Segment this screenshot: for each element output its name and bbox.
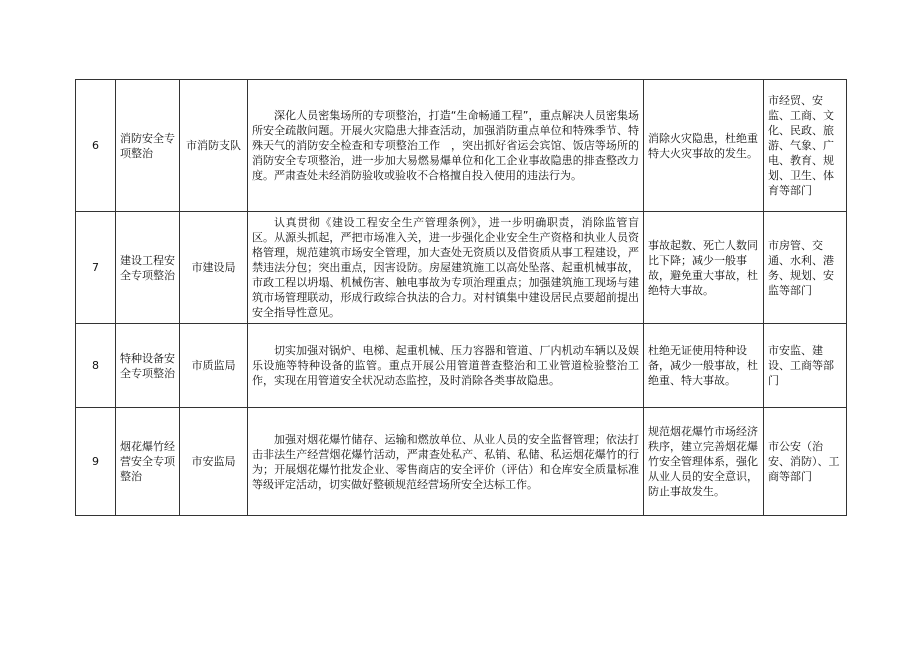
row-number: 7: [76, 212, 116, 324]
table-row: [76, 212, 847, 324]
lead-unit: 市质监局: [180, 324, 248, 408]
task-content: 深化人员密集场所的专项整治，打造“生命畅通工程”，重点解决人员密集场所安全疏散问题。开展火灾隐患大排查活动，加强消防重点单位和特殊季节、特殊天气的消防安全检查和专项整治工作 ，突出抓好省运会宾馆、饭店等场所的消防安全专项整治，进一步加大易燃易爆单位和化工企业事故隐患的排查整改力度。严肃查处未经消防验收或验收不合格擅自投入使用的违法行为。: [248, 80, 644, 212]
task-name: 消防安全专项整治: [116, 80, 180, 212]
task-name: 特种设备安全专项整治: [116, 324, 180, 408]
row-number: 6: [76, 80, 116, 212]
task-goal: 规范烟花爆竹市场经济秩序，建立完善烟花爆竹安全管理体系，强化从业人员的安全意识，防止事故发生。: [644, 408, 764, 516]
cooperating-departments: 市安监、建设、工商等部门: [764, 324, 847, 408]
lead-unit: 市消防支队: [180, 80, 248, 212]
task-content: 加强对烟花爆竹储存、运输和燃放单位、从业人员的安全监督管理；依法打击非法生产经营烟花爆竹活动，严肃查处私产、私销、私储、私运烟花爆竹的行为；开展烟花爆竹批发企业、零售商店的安全评价（评估）和仓库安全质量标准等级评定活动，切实做好整顿规范经营场所安全达标工作。: [248, 408, 644, 516]
row-number: 9: [76, 408, 116, 516]
table-row: [76, 80, 847, 212]
task-content: 认真贯彻《建设工程安全生产管理条例》，进一步明确职责，消除监管盲区。从源头抓起，严把市场准入关，进一步强化企业安全生产资格和执业人员资格管理，规范建筑市场安全管理，加大查处无资质以及借资质从事工程建设，严禁违法分包；突出重点，因害设防。房屋建筑施工以高处坠落、起重机械事故，市政工程以坍塌、机械伤害、触电事故为专项治理重点；加强建筑施工现场与建筑市场管理联动，形成行政综合执法的合力。对村镇集中建设居民点要超前提出安全指导性意见。: [248, 212, 644, 324]
lead-unit: 市建设局: [180, 212, 248, 324]
task-goal: 事故起数、死亡人数同比下降；减少一般事故，避免重大事故，杜绝特大事故。: [644, 212, 764, 324]
table-row: [76, 408, 847, 516]
rectification-table: [75, 79, 847, 516]
table-row: [76, 324, 847, 408]
cooperating-departments: 市公安（治安、消防）、工商等部门: [764, 408, 847, 516]
task-goal: 消除火灾隐患，杜绝重特大火灾事故的发生。: [644, 80, 764, 212]
lead-unit: 市安监局: [180, 408, 248, 516]
cooperating-departments: 市经贸、安监、工商、文化、民政、旅游、气象、广电、教育、规划、卫生、体育等部门: [764, 80, 847, 212]
task-name: 烟花爆竹经营安全专项整治: [116, 408, 180, 516]
task-content: 切实加强对锅炉、电梯、起重机械、压力容器和管道、厂内机动车辆以及娱乐设施等特种设备的监管。重点开展公用管道普查整治和工业管道检验整治工作，实现在用管道安全状况动态监控，及时消除各类事故隐患。: [248, 324, 644, 408]
row-number: 8: [76, 324, 116, 408]
cooperating-departments: 市房管、交通、水利、港务、规划、安监等部门: [764, 212, 847, 324]
task-goal: 杜绝无证使用特种设备，减少一般事故，杜绝重、特大事故。: [644, 324, 764, 408]
task-name: 建设工程安全专项整治: [116, 212, 180, 324]
